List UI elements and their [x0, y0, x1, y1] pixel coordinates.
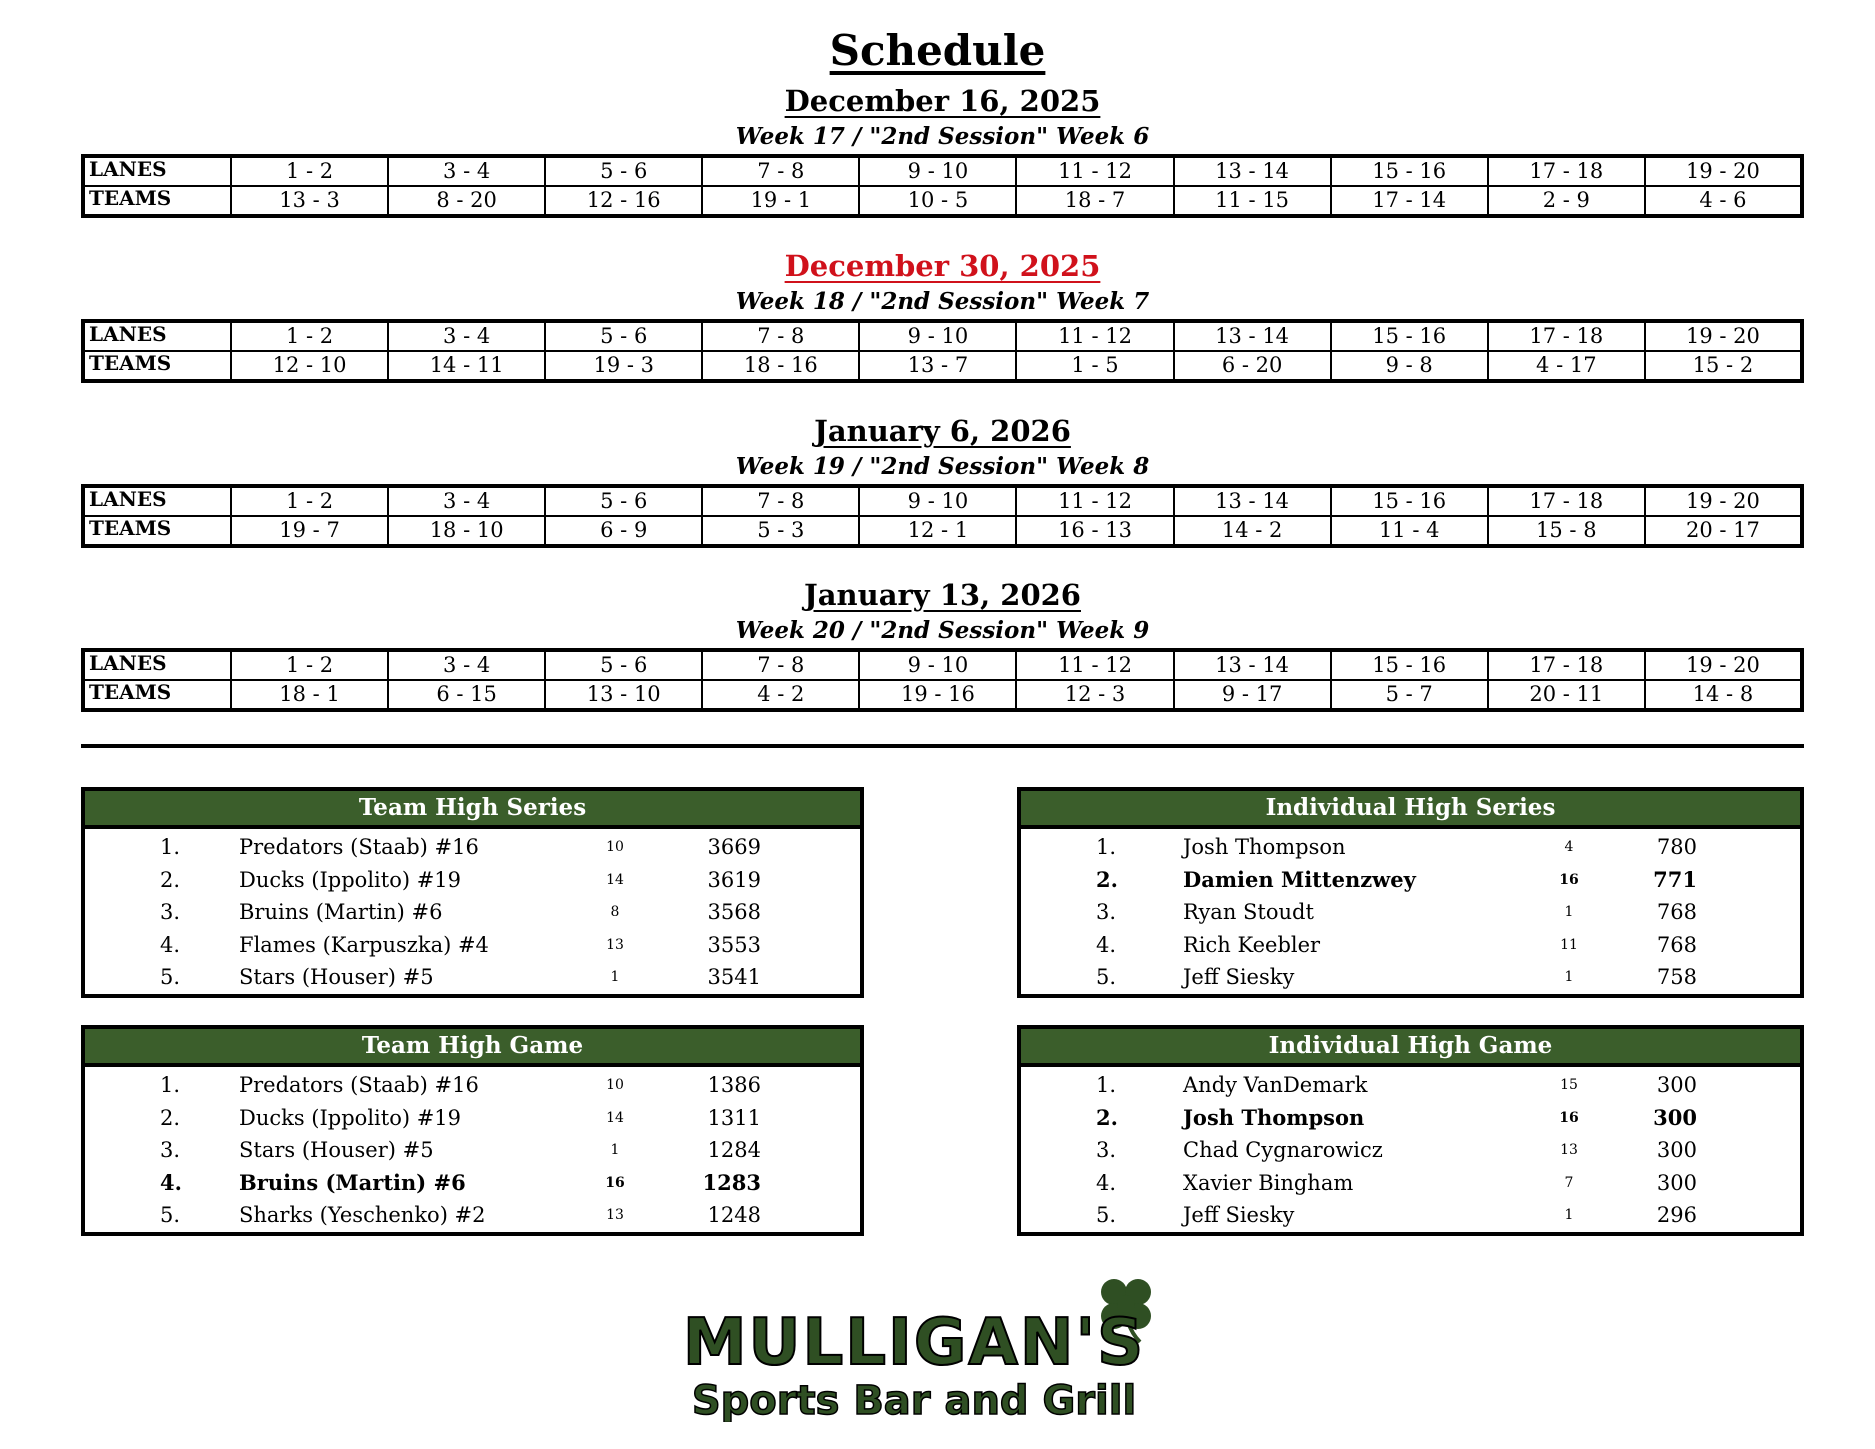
- stat-box-title: Individual High Series: [1021, 791, 1800, 829]
- matchup-cell: 14 - 11: [388, 351, 545, 381]
- stat-score: 296: [1656, 1203, 1697, 1227]
- stat-name: Rich Keebler: [1183, 932, 1321, 957]
- lane-cell: 19 - 20: [1645, 650, 1802, 680]
- lane-cell: 11 - 12: [1016, 156, 1173, 186]
- lane-cell: 9 - 10: [859, 650, 1016, 680]
- lanes-label: LANES: [83, 321, 231, 351]
- section-divider: [81, 744, 1804, 748]
- lane-cell: 19 - 20: [1645, 156, 1802, 186]
- stat-name: Stars (Houser) #5: [239, 965, 434, 989]
- schedule-table: [81, 319, 1804, 383]
- lane-cell: 5 - 6: [545, 321, 702, 351]
- stat-row: [85, 831, 860, 864]
- stat-score: 300: [1656, 1170, 1697, 1195]
- stat-name: Sharks (Yeschenko) #2: [239, 1203, 486, 1227]
- stat-row: [85, 1134, 860, 1167]
- stat-name: Stars (Houser) #5: [239, 1138, 434, 1162]
- stat-row: [1021, 961, 1800, 994]
- matchup-cell: 20 - 17: [1645, 516, 1802, 546]
- lane-cell: 5 - 6: [545, 486, 702, 516]
- schedule-date: January 13, 2026: [804, 578, 1081, 612]
- matchup-cell: 12 - 10: [231, 351, 388, 381]
- stat-row: [85, 1102, 860, 1135]
- lane-cell: 9 - 10: [859, 156, 1016, 186]
- lane-cell: 13 - 14: [1174, 650, 1331, 680]
- matchup-cell: 15 - 8: [1488, 516, 1645, 546]
- matchup-cell: 19 - 16: [859, 680, 1016, 710]
- stat-name: Ducks (Ippolito) #19: [239, 1105, 462, 1130]
- matchup-cell: 20 - 11: [1488, 680, 1645, 710]
- matchup-cell: 19 - 7: [231, 516, 388, 546]
- stat-row: [85, 929, 860, 962]
- stat-rank: 5.: [160, 1203, 181, 1227]
- stat-row: [1021, 1069, 1800, 1102]
- lane-cell: 9 - 10: [859, 321, 1016, 351]
- matchup-cell: 11 - 4: [1331, 516, 1488, 546]
- lane-cell: 13 - 14: [1174, 156, 1331, 186]
- stat-team-number: 15: [1560, 1077, 1578, 1093]
- teams-row: [83, 680, 1802, 710]
- stat-team-number: 13: [606, 1207, 624, 1223]
- logo-line1: MULLIGAN'S: [682, 1306, 1146, 1380]
- matchup-cell: 18 - 1: [231, 680, 388, 710]
- stat-score: 3619: [707, 867, 761, 892]
- schedule-table: [81, 154, 1804, 218]
- matchup-cell: 13 - 10: [545, 680, 702, 710]
- stat-team-number: 1: [610, 969, 620, 985]
- schedule-week-block: [81, 82, 1804, 218]
- lane-cell: 11 - 12: [1016, 650, 1173, 680]
- stat-score: 758: [1656, 965, 1697, 989]
- matchup-cell: 15 - 2: [1645, 351, 1802, 381]
- teams-row: [83, 351, 1802, 381]
- stat-row: [85, 961, 860, 994]
- lane-cell: 17 - 18: [1488, 486, 1645, 516]
- schedule-week-label: Week 19 / "2nd Session" Week 8: [735, 453, 1150, 480]
- stat-name: Bruins (Martin) #6: [239, 1169, 466, 1195]
- lane-cell: 15 - 16: [1331, 156, 1488, 186]
- individual-high-game-box: [1017, 1025, 1804, 1236]
- stat-rank: 1.: [1096, 1073, 1117, 1097]
- stat-team-number: 14: [606, 1109, 624, 1126]
- lane-cell: 7 - 8: [702, 650, 859, 680]
- matchup-cell: 19 - 3: [545, 351, 702, 381]
- stat-rank: 2.: [160, 867, 181, 892]
- mulligans-logo: [586, 1264, 1242, 1422]
- matchup-cell: 8 - 20: [388, 186, 545, 216]
- stat-name: Flames (Karpuszka) #4: [239, 932, 489, 957]
- stat-score: 1284: [707, 1138, 761, 1162]
- schedule-date: January 6, 2026: [814, 414, 1071, 448]
- stat-score: 768: [1656, 932, 1697, 957]
- lane-cell: 17 - 18: [1488, 650, 1645, 680]
- lane-cell: 5 - 6: [545, 650, 702, 680]
- stat-score: 3541: [707, 965, 761, 989]
- lane-cell: 11 - 12: [1016, 321, 1173, 351]
- matchup-cell: 4 - 2: [702, 680, 859, 710]
- stat-rank: 1.: [160, 1073, 181, 1097]
- stat-row: [85, 1167, 860, 1200]
- lanes-row: [83, 650, 1802, 680]
- teams-label: TEAMS: [83, 516, 231, 546]
- stat-name: Predators (Staab) #16: [239, 835, 479, 859]
- stat-score: 768: [1656, 900, 1697, 924]
- matchup-cell: 13 - 3: [231, 186, 388, 216]
- lanes-row: [83, 486, 1802, 516]
- lanes-row: [83, 321, 1802, 351]
- matchup-cell: 1 - 5: [1016, 351, 1173, 381]
- stat-box-title: Team High Series: [85, 791, 860, 829]
- lane-cell: 15 - 16: [1331, 486, 1488, 516]
- stat-rank: 5.: [1096, 1203, 1117, 1227]
- schedule-week-block: [81, 576, 1804, 712]
- schedule-table: [81, 484, 1804, 548]
- teams-label: TEAMS: [83, 351, 231, 381]
- matchup-cell: 2 - 9: [1488, 186, 1645, 216]
- schedule-week-label: Week 20 / "2nd Session" Week 9: [735, 617, 1150, 644]
- stat-team-number: 11: [1560, 936, 1578, 953]
- teams-row: [83, 516, 1802, 546]
- stat-score: 300: [1656, 1138, 1697, 1162]
- lane-cell: 3 - 4: [388, 156, 545, 186]
- stat-rank: 3.: [160, 1138, 181, 1162]
- stat-team-number: 8: [610, 904, 620, 920]
- teams-label: TEAMS: [83, 186, 231, 216]
- matchup-cell: 6 - 9: [545, 516, 702, 546]
- matchup-cell: 18 - 16: [702, 351, 859, 381]
- stat-name: Jeff Siesky: [1183, 965, 1295, 989]
- matchup-cell: 16 - 13: [1016, 516, 1173, 546]
- matchup-cell: 5 - 7: [1331, 680, 1488, 710]
- matchup-cell: 13 - 7: [859, 351, 1016, 381]
- stat-row: [85, 896, 860, 929]
- stat-score: 1311: [707, 1105, 761, 1130]
- matchup-cell: 17 - 14: [1331, 186, 1488, 216]
- stat-box-title: Individual High Game: [1021, 1029, 1800, 1067]
- lane-cell: 7 - 8: [702, 156, 859, 186]
- stat-team-number: 1: [1564, 1207, 1574, 1223]
- matchup-cell: 4 - 17: [1488, 351, 1645, 381]
- schedule-week-block: [81, 247, 1804, 383]
- stat-score: 3568: [707, 900, 761, 924]
- matchup-cell: 18 - 10: [388, 516, 545, 546]
- stat-score: 300: [1656, 1073, 1697, 1097]
- stat-row: [1021, 864, 1800, 897]
- stat-rank: 3.: [1096, 1138, 1117, 1162]
- stat-row: [1021, 1134, 1800, 1167]
- page-title: Schedule: [829, 26, 1046, 75]
- lane-cell: 3 - 4: [388, 650, 545, 680]
- matchup-cell: 18 - 7: [1016, 186, 1173, 216]
- stat-rank: 1.: [160, 835, 181, 859]
- stat-rank: 4.: [160, 1169, 182, 1195]
- lane-cell: 1 - 2: [231, 650, 388, 680]
- stat-team-number: 13: [1560, 1142, 1578, 1158]
- teams-row: [83, 186, 1802, 216]
- lane-cell: 7 - 8: [702, 486, 859, 516]
- lane-cell: 19 - 20: [1645, 486, 1802, 516]
- teams-label: TEAMS: [83, 680, 231, 710]
- lane-cell: 5 - 6: [545, 156, 702, 186]
- stat-rank: 3.: [1096, 900, 1117, 924]
- stat-rank: 5.: [160, 965, 181, 989]
- matchup-cell: 6 - 15: [388, 680, 545, 710]
- stat-rank: 2.: [1096, 1104, 1118, 1130]
- matchup-cell: 12 - 3: [1016, 680, 1173, 710]
- stat-row: [85, 1199, 860, 1232]
- lanes-label: LANES: [83, 650, 231, 680]
- stat-team-number: 1: [1564, 904, 1574, 920]
- stat-row: [1021, 831, 1800, 864]
- stat-rank: 2.: [1096, 866, 1118, 892]
- stat-score: 300: [1653, 1104, 1697, 1130]
- stat-name: Damien Mittenzwey: [1183, 866, 1416, 892]
- lane-cell: 9 - 10: [859, 486, 1016, 516]
- stat-name: Ryan Stoudt: [1183, 900, 1314, 924]
- stat-rank: 1.: [1096, 835, 1117, 859]
- stat-score: 771: [1653, 866, 1697, 892]
- team-high-series-box: [81, 787, 864, 998]
- stat-name: Bruins (Martin) #6: [239, 900, 443, 924]
- stat-rank: 4.: [160, 932, 181, 957]
- lane-cell: 15 - 16: [1331, 650, 1488, 680]
- stat-score: 780: [1656, 835, 1697, 859]
- schedule-date: December 16, 2025: [784, 84, 1101, 118]
- schedule-week-block: [81, 412, 1804, 548]
- schedule-week-label: Week 18 / "2nd Session" Week 7: [735, 288, 1150, 315]
- lane-cell: 3 - 4: [388, 486, 545, 516]
- stat-team-number: 4: [1564, 839, 1574, 855]
- matchup-cell: 6 - 20: [1174, 351, 1331, 381]
- schedule-date: December 30, 2025: [784, 249, 1101, 283]
- stat-score: 1248: [707, 1203, 761, 1227]
- stat-rank: 2.: [160, 1105, 181, 1130]
- lane-cell: 13 - 14: [1174, 486, 1331, 516]
- matchup-cell: 11 - 15: [1174, 186, 1331, 216]
- lane-cell: 19 - 20: [1645, 321, 1802, 351]
- matchup-cell: 5 - 3: [702, 516, 859, 546]
- matchup-cell: 19 - 1: [702, 186, 859, 216]
- matchup-cell: 14 - 2: [1174, 516, 1331, 546]
- stat-name: Jeff Siesky: [1183, 1203, 1295, 1227]
- schedule-week-label: Week 17 / "2nd Session" Week 6: [735, 123, 1150, 150]
- lanes-row: [83, 156, 1802, 186]
- stat-name: Andy VanDemark: [1183, 1073, 1368, 1097]
- matchup-cell: 9 - 17: [1174, 680, 1331, 710]
- lane-cell: 7 - 8: [702, 321, 859, 351]
- matchup-cell: 14 - 8: [1645, 680, 1802, 710]
- stat-row: [1021, 1199, 1800, 1232]
- matchup-cell: 12 - 16: [545, 186, 702, 216]
- matchup-cell: 4 - 6: [1645, 186, 1802, 216]
- stat-name: Xavier Bingham: [1183, 1170, 1354, 1195]
- stat-name: Chad Cygnarowicz: [1183, 1138, 1383, 1162]
- matchup-cell: 10 - 5: [859, 186, 1016, 216]
- stat-rank: 4.: [1096, 932, 1117, 957]
- stat-team-number: 1: [1564, 969, 1574, 985]
- stat-score: 1386: [707, 1073, 761, 1097]
- stat-team-number: 10: [606, 839, 624, 855]
- stat-name: Predators (Staab) #16: [239, 1073, 479, 1097]
- stat-team-number: 14: [606, 871, 624, 888]
- matchup-cell: 12 - 1: [859, 516, 1016, 546]
- lane-cell: 17 - 18: [1488, 321, 1645, 351]
- lane-cell: 1 - 2: [231, 156, 388, 186]
- stat-row: [85, 1069, 860, 1102]
- schedule-table: [81, 648, 1804, 712]
- lane-cell: 1 - 2: [231, 321, 388, 351]
- stat-rank: 3.: [160, 900, 181, 924]
- lane-cell: 15 - 16: [1331, 321, 1488, 351]
- lane-cell: 17 - 18: [1488, 156, 1645, 186]
- lanes-label: LANES: [83, 156, 231, 186]
- stat-row: [1021, 929, 1800, 962]
- individual-high-series-box: [1017, 787, 1804, 998]
- stat-team-number: 16: [1559, 871, 1579, 888]
- team-high-game-box: [81, 1025, 864, 1236]
- stat-score: 3553: [707, 932, 761, 957]
- stat-name: Josh Thompson: [1183, 1104, 1365, 1130]
- stat-team-number: 13: [606, 936, 624, 953]
- stat-team-number: 1: [610, 1142, 620, 1158]
- stat-team-number: 16: [605, 1174, 625, 1191]
- stat-team-number: 10: [606, 1077, 624, 1093]
- stat-row: [1021, 1167, 1800, 1200]
- lane-cell: 13 - 14: [1174, 321, 1331, 351]
- matchup-cell: 9 - 8: [1331, 351, 1488, 381]
- stat-team-number: 7: [1564, 1174, 1574, 1191]
- stat-score: 1283: [702, 1169, 761, 1195]
- stat-row: [1021, 1102, 1800, 1135]
- stat-rank: 5.: [1096, 965, 1117, 989]
- stat-score: 3669: [707, 835, 761, 859]
- logo-line2: Sports Bar and Grill: [691, 1378, 1137, 1422]
- stat-row: [85, 864, 860, 897]
- stat-rank: 4.: [1096, 1170, 1117, 1195]
- stat-box-title: Team High Game: [85, 1029, 860, 1067]
- stat-row: [1021, 896, 1800, 929]
- stat-team-number: 16: [1559, 1109, 1579, 1126]
- lane-cell: 1 - 2: [231, 486, 388, 516]
- lanes-label: LANES: [83, 486, 231, 516]
- lane-cell: 11 - 12: [1016, 486, 1173, 516]
- stat-name: Josh Thompson: [1183, 835, 1346, 859]
- stat-name: Ducks (Ippolito) #19: [239, 867, 462, 892]
- lane-cell: 3 - 4: [388, 321, 545, 351]
